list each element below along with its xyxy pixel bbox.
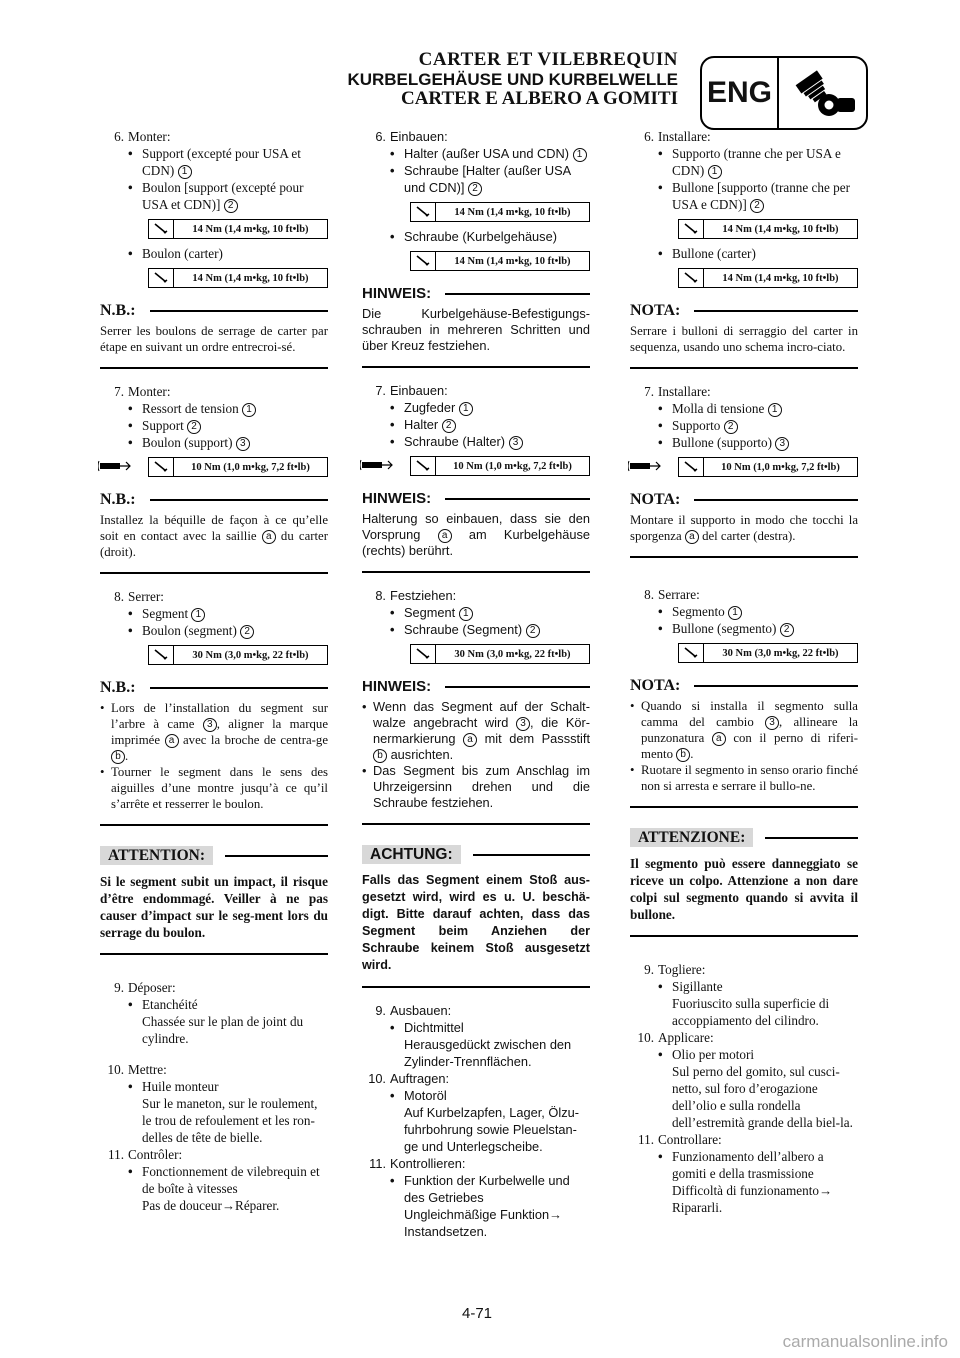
wrench-icon [679, 644, 704, 662]
list-item: • Halter 2 [362, 416, 590, 433]
note-text: Die Kurbelgehäuse-Befestigungs-schrauben in mehreren Schritten und über Kreuz festziehen. [362, 306, 590, 353]
note-heading: HINWEIS: [362, 490, 590, 507]
wrench-icon [149, 269, 174, 287]
note-heading: N.B.: [100, 491, 328, 508]
step-9: 9. Déposer: [114, 980, 176, 995]
list-subtext: Difficoltà di funzionamento→ Ripararli. [672, 1183, 833, 1215]
header-title-it: CARTER E ALBERO A GOMITI [400, 88, 678, 109]
section-badge [700, 56, 868, 130]
wrench-icon [411, 645, 436, 663]
header-title-de: KURBELGEHÄUSE UND KURBELWELLE [347, 70, 678, 89]
ref-number: 3 [775, 437, 789, 451]
torque-spec: 14 Nm (1,4 m•kg, 10 ft•lb) [630, 268, 858, 288]
list-item: • Support 2 [100, 417, 328, 434]
list-item: • Schraube [Halter (außer USA und CDN)] 2 [362, 162, 590, 196]
wrench-icon [679, 458, 704, 476]
attention-heading: ATTENZIONE: [630, 828, 858, 847]
header-title-fr: CARTER ET VILEBREQUIN [418, 49, 678, 70]
torque-spec: 10 Nm (1,0 m•kg, 7,2 ft•lb) [362, 456, 590, 476]
ref-number: 1 [708, 165, 722, 179]
list-item: • Huile monteur [100, 1078, 328, 1095]
step-10: 10. Auftragen: [368, 1071, 450, 1086]
note-heading: NOTA: [630, 677, 858, 694]
step-9: 9. Ausbauen: [375, 1003, 452, 1018]
list-item: • Segment 1 [362, 604, 590, 621]
ref-number: 2 [750, 199, 764, 213]
list-item: • Etanchéité [100, 996, 328, 1013]
note-bullet: • Das Segment bis zum Anschlag im Uhrzeigersinn drehen und die Schraube festziehen. [362, 763, 590, 811]
note-text [362, 699, 590, 811]
attention-heading: ATTENTION: [100, 846, 328, 865]
step-7: 7. Monter: [114, 384, 171, 399]
watermark: carmanualsonline.info [782, 1332, 948, 1351]
locktite-icon [360, 457, 396, 477]
list-item: • Funktion der Kurbelwelle und des Getriebes [362, 1172, 590, 1206]
note-text [630, 698, 858, 794]
ref-number: 1 [459, 402, 473, 416]
list-item: • Sigillante [630, 978, 858, 995]
note-bullet: • Lors de l’installation du segment sur l’arbre à came 3 , aligner la marque imprimée a avec la broche de centra-ge b . [100, 700, 328, 764]
list-item: • Funzionamento dell’albero a gomiti e della trasmissione [630, 1148, 858, 1182]
torque-spec: 14 Nm (1,4 m•kg, 10 ft•lb) [630, 219, 858, 239]
list-subtext: Sul perno del gomito, sul cusci-netto, sul foro d’erogazione dell’olio e sulla rondella dell’estremità grande della biel-la. [672, 1064, 853, 1130]
list-subtext: Ungleichmäßige Funktion→ Instandsetzen. [404, 1207, 562, 1239]
torque-spec: 30 Nm (3,0 m•kg, 22 ft•lb) [362, 644, 590, 664]
page-number: 4-71 [462, 1305, 493, 1322]
column-fr [100, 128, 328, 1214]
torque-spec: 30 Nm (3,0 m•kg, 22 ft•lb) [630, 643, 858, 663]
note-text: Installez la béquille de façon à ce qu’elle soit en contact avec la saillie a du carter (droit). [100, 513, 329, 559]
list-item: • Boulon [support (excepté pour USA et CDN)] 2 [100, 179, 328, 213]
list-item: • Supporto 2 [630, 417, 858, 434]
ref-number: 1 [459, 607, 473, 621]
torque-spec: 30 Nm (3,0 m•kg, 22 ft•lb) [100, 645, 328, 665]
step-9: 9. Togliere: [644, 962, 706, 977]
step-8: 8. Serrare: [644, 587, 700, 602]
list-item: • Fonctionnement de vilebrequin et de boîte à vitesses [100, 1163, 328, 1197]
ref-number: 2 [468, 182, 482, 196]
list-subtext: Auf Kurbelzapfen, Lager, Ölzu-fuhrbohrung sowie Pleuelstan-ge und Unterlegscheibe. [404, 1105, 579, 1154]
list-item: • Bullone (segmento) 2 [630, 620, 858, 637]
ref-number: 1 [191, 608, 205, 622]
note-text [100, 700, 328, 812]
note-text: Serrer les boulons de serrage de carter par étape en suivant un ordre entrecroi-sé. [100, 324, 328, 354]
list-item: • Motoröl [362, 1087, 590, 1104]
list-item: • Bullone (supporto) 3 [630, 434, 858, 451]
step-10: 10. Applicare: [637, 1030, 714, 1045]
list-item: • Dichtmittel [362, 1019, 590, 1036]
column-it [630, 128, 858, 1216]
note-bullet: • Wenn das Segment auf der Schalt-walze angebracht wird 3 , die Kör-nermarkierung a mit dem Passstift b ausrichten. [362, 699, 590, 763]
ref-number: 2 [187, 420, 201, 434]
torque-spec: 14 Nm (1,4 m•kg, 10 ft•lb) [100, 268, 328, 288]
list-subtext: Sur le maneton, sur le roulement, le trou de refoulement et les ron-delles de tête de bielle. [142, 1096, 318, 1145]
list-subtext: Pas de douceur→Réparer. [142, 1198, 280, 1213]
note-heading: NOTA: [630, 491, 858, 508]
step-7: 7. Einbauen: [375, 383, 448, 398]
step-6: 6. Installare: [644, 129, 711, 144]
step-8: 8. Festziehen: [375, 588, 457, 603]
note-heading: HINWEIS: [362, 285, 590, 302]
list-item: • Support (excepté pour USA et CDN) 1 [100, 145, 328, 179]
list-item: • Schraube (Kurbelgehäuse) [362, 228, 590, 245]
ref-number: 1 [728, 606, 742, 620]
list-item: • Ressort de tension 1 [100, 400, 328, 417]
ref-number: 2 [224, 199, 238, 213]
list-item: • Boulon (segment) 2 [100, 622, 328, 639]
divider [100, 824, 328, 826]
list-item: • Boulon (support) 3 [100, 434, 328, 451]
step-title: Monter: [128, 129, 171, 144]
list-item: • Schraube (Segment) 2 [362, 621, 590, 638]
ref-number: 1 [242, 403, 256, 417]
engine-crankshaft-icon [779, 58, 866, 128]
torque-spec: 14 Nm (1,4 m•kg, 10 ft•lb) [100, 219, 328, 239]
note-text: Montare il supporto in modo che tocchi la sporgenza a del carter (destra). [630, 513, 858, 543]
list-item: • Schraube (Halter) 3 [362, 433, 590, 450]
note-bullet: • Tourner le segment dans le sens des aiguilles d’une montre jusqu’à ce qu’il s’arrête et resserrer le boulon. [100, 764, 328, 812]
step-11: 11. Contrôler: [108, 1147, 183, 1162]
wrench-icon [411, 457, 436, 475]
attention-text: Falls das Segment einem Stoß aus-gesetzt wird, wird es u. U. beschä-digt. Bitte darauf achten, dass das Segment beim Anziehen der Schraube keinem Stoß ausgesetzt wird. [362, 873, 590, 972]
torque-spec: 10 Nm (1,0 m•kg, 7,2 ft•lb) [100, 457, 328, 477]
note-bullet: • Ruotare il segmento in senso orario finché non si arresta e serrare il bullo-ne. [630, 762, 858, 794]
wrench-icon [679, 220, 704, 238]
note-heading: N.B.: [100, 302, 328, 319]
locktite-icon [98, 458, 134, 478]
torque-spec: 14 Nm (1,4 m•kg, 10 ft•lb) [362, 202, 590, 222]
list-item: • Molla di tensione 1 [630, 400, 858, 417]
list-item: • Zugfeder 1 [362, 399, 590, 416]
torque-spec: 14 Nm (1,4 m•kg, 10 ft•lb) [362, 251, 590, 271]
attention-text: Il segmento può essere danneggiato se riceve un colpo. Attenzione a non dare colpi sul segmento quando si avvita il bullone. [630, 856, 858, 922]
ref-number: 1 [768, 403, 782, 417]
step-6: 6. Einbauen: [375, 129, 448, 144]
list-item: • Segmento 1 [630, 603, 858, 620]
step-8: 8. Serrer: [114, 589, 164, 604]
list-item: • Bullone [supporto (tranne che per USA e CDN)] 2 [630, 179, 858, 213]
wrench-icon [679, 269, 704, 287]
step-11: 11. Kontrollieren: [369, 1156, 466, 1171]
ref-letter: a [262, 530, 276, 544]
column-de [362, 128, 590, 1240]
note-text: Serrare i bulloni di serraggio del carter in sequenza, usando uno schema incro-ciato. [630, 324, 858, 354]
wrench-icon [149, 458, 174, 476]
page-header [347, 50, 678, 109]
step-10: 10. Mettre: [107, 1062, 167, 1077]
note-heading: N.B.: [100, 679, 328, 696]
note-text: Halterung so einbauen, dass sie den Vorsprung a am Kurbelgehäuse (rechts) berührt. [362, 511, 590, 558]
list-item: • Supporto (tranne che per USA e CDN) 1 [630, 145, 858, 179]
wrench-icon [149, 646, 174, 664]
list-item: • Bullone (carter) [630, 245, 858, 262]
ref-number: 1 [178, 165, 192, 179]
list-item: • Segment 1 [100, 605, 328, 622]
list-item: • Boulon (carter) [100, 245, 328, 262]
divider [630, 806, 858, 808]
wrench-icon [149, 220, 174, 238]
attention-heading: ACHTUNG: [362, 845, 590, 864]
list-item: • Halter (außer USA und CDN) 1 [362, 145, 590, 162]
step-11: 11. Controllare: [638, 1132, 722, 1147]
attention-text: Si le segment subit un impact, il risque d’être endommagé. Veiller à ne pas causer d’impact sur le seg-ment lors du serrage du boulon. [100, 874, 328, 940]
step-7: 7. Installare: [644, 384, 711, 399]
ref-number: 3 [236, 437, 250, 451]
wrench-icon [411, 203, 436, 221]
list-subtext: Fuoriuscito sulla superficie di accoppiamento del cilindro. [672, 996, 830, 1028]
note-bullet: • Quando si installa il segmento sulla camma del cambio 3 , allineare la punzonatura a con il perno di riferi-mento b . [630, 698, 858, 762]
divider [362, 823, 590, 825]
list-subtext: Herausgedückt zwischen den Zylinder-Trennflächen. [404, 1037, 572, 1069]
ref-number: 2 [526, 624, 540, 638]
step-6 [100, 128, 328, 145]
locktite-icon [628, 458, 664, 478]
step-number: 6. [114, 129, 124, 144]
wrench-icon [411, 252, 436, 270]
ref-number: 2 [240, 625, 254, 639]
ref-number: 2 [724, 420, 738, 434]
torque-spec: 10 Nm (1,0 m•kg, 7,2 ft•lb) [630, 457, 858, 477]
note-heading: HINWEIS: [362, 678, 590, 695]
ref-number: 2 [442, 419, 456, 433]
section-code: ENG [702, 58, 779, 128]
ref-number: 1 [573, 148, 587, 162]
ref-number: 2 [780, 623, 794, 637]
list-item: • Olio per motori [630, 1046, 858, 1063]
note-heading: NOTA: [630, 302, 858, 319]
ref-number: 3 [509, 436, 523, 450]
list-subtext: Chassée sur le plan de joint du cylindre. [142, 1014, 304, 1046]
